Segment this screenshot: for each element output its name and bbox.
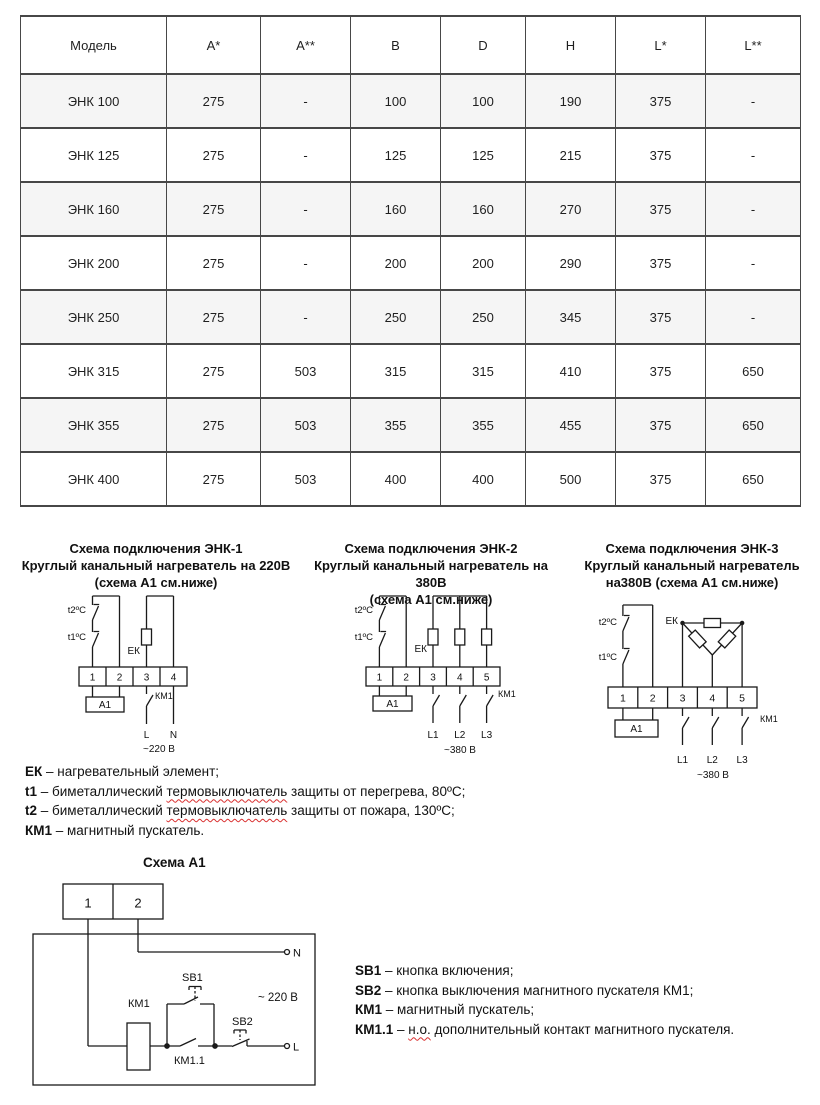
legend-key: t1	[25, 783, 38, 799]
l-label: L	[293, 1041, 300, 1054]
a1-label: А1	[386, 699, 399, 710]
table-cell: 345	[526, 290, 616, 344]
table-cell: -	[706, 128, 801, 182]
phase-l1-label: L1	[676, 755, 689, 766]
table-cell: 160	[441, 182, 526, 236]
table-cell: 250	[351, 290, 441, 344]
legend-text: – кнопка включения;	[381, 963, 514, 978]
junction-dot	[681, 621, 684, 624]
table-cell: ЭНК 200	[21, 236, 167, 290]
enk1-labels	[68, 605, 177, 755]
t2-label: t2ºС	[67, 605, 86, 616]
diagram3-title-line3: на380В (схема А1 см.ниже)	[605, 575, 779, 590]
legend-item-t1	[25, 782, 585, 802]
terminal-2: 2	[649, 692, 656, 705]
heater-element-symbol	[428, 629, 438, 645]
table-cell: 375	[616, 128, 706, 182]
km1-contact	[147, 686, 154, 724]
wiring-diagram-enk1	[30, 592, 270, 760]
table-cell: 160	[351, 182, 441, 236]
legend-key: ЕК	[25, 764, 43, 779]
table-cell: ЭНК 100	[21, 74, 167, 128]
voltage-label: ~ 220 В	[258, 992, 298, 1004]
t1-label: t1ºС	[67, 632, 86, 643]
table-cell: ЭНК 160	[21, 182, 167, 236]
phase-l3-label: L3	[736, 755, 748, 766]
junction-dot	[741, 621, 744, 624]
legend-text: – биметаллический	[37, 783, 167, 799]
diagram3-title-line2: Круглый канальный нагреватель	[584, 558, 800, 573]
table-cell: -	[261, 182, 351, 236]
table-header-cell: A*	[167, 16, 261, 74]
phase-l2-label: L2	[706, 755, 718, 766]
table-cell: 650	[706, 398, 801, 452]
legend-item-sb1	[355, 961, 810, 981]
legend-text: защиты от перегрева, 80ºС;	[287, 783, 466, 799]
km1-contact	[683, 708, 690, 745]
table-cell: 315	[441, 344, 526, 398]
table-cell: 375	[616, 344, 706, 398]
diagram1-title-line2: Круглый канальный нагреватель на 220В	[21, 558, 291, 573]
table-cell: 503	[261, 344, 351, 398]
sb1-branch	[167, 997, 214, 1046]
ek-label: ЕК	[127, 646, 140, 657]
terminal-5: 5	[483, 672, 490, 684]
km1-contact	[433, 686, 440, 723]
legend-key: t2	[25, 803, 38, 818]
table-cell: 275	[167, 74, 261, 128]
km1-label: КМ1	[498, 689, 516, 699]
table-cell: 650	[706, 452, 801, 506]
legend-item-km1	[25, 821, 585, 841]
table-cell: 410	[526, 344, 616, 398]
table-cell: ЭНК 400	[21, 452, 167, 506]
thermal-switch-t2	[623, 616, 630, 632]
table-cell: ЭНК 315	[21, 344, 167, 398]
a1-label: А1	[98, 700, 112, 711]
terminal-4: 4	[170, 672, 177, 684]
table-cell: 200	[351, 236, 441, 290]
phase-n-label: N	[169, 730, 178, 741]
table-cell: 275	[167, 236, 261, 290]
t1-label: t1ºС	[354, 632, 373, 643]
table-cell: 215	[526, 128, 616, 182]
legend-text: – биметаллический	[37, 803, 167, 818]
phase-l3-label: L3	[481, 730, 493, 741]
table-cell: -	[706, 236, 801, 290]
table-header-cell: L*	[616, 16, 706, 74]
legend-text: – нагревательный элемент;	[42, 764, 220, 779]
voltage-label: ~220 В	[143, 744, 175, 755]
sb2-label: SB2	[232, 1016, 253, 1028]
table-cell: 200	[441, 236, 526, 290]
km1-contact	[712, 708, 719, 745]
table-cell: -	[261, 236, 351, 290]
table-header-cell: L**	[706, 16, 801, 74]
diagram1-title-line3: (схема А1 см.ниже)	[94, 575, 218, 590]
phase-l1-label: L1	[427, 730, 439, 741]
thermal-switch-t2	[93, 605, 100, 621]
terminal-3: 3	[143, 672, 150, 684]
thermal-switch-t1	[623, 649, 630, 665]
table-cell: 190	[526, 74, 616, 128]
dimensions-table	[20, 15, 801, 507]
scheme-a1-legend	[355, 961, 810, 1039]
terminal-3: 3	[430, 672, 436, 684]
legend-item-t2	[25, 801, 585, 821]
enk3-labels	[599, 616, 778, 781]
ek-label: ЕК	[414, 644, 427, 655]
table-cell: -	[261, 74, 351, 128]
table-row	[21, 128, 801, 182]
a1-label: А1	[630, 724, 643, 735]
diagram3-title	[570, 540, 814, 591]
legend-text: –	[393, 1021, 409, 1037]
table-cell: 275	[167, 398, 261, 452]
table-cell: ЭНК 355	[21, 398, 167, 452]
table-cell: -	[706, 182, 801, 236]
thermal-switch-t2	[379, 605, 386, 621]
km1-contact	[487, 686, 494, 723]
km1-label: КМ1	[128, 998, 150, 1010]
enk1-wires	[79, 596, 187, 724]
table-cell: -	[261, 128, 351, 182]
legend-item-km11	[355, 1020, 810, 1040]
t1-label: t1ºС	[598, 652, 617, 663]
diagram3-title-line1: Схема подключения ЭНК-3	[605, 541, 779, 556]
table-cell: 290	[526, 236, 616, 290]
sb2-contact	[215, 1039, 285, 1047]
table-header-cell: A**	[261, 16, 351, 74]
table-cell: 375	[616, 398, 706, 452]
terminal-5: 5	[739, 692, 746, 705]
table-row	[21, 344, 801, 398]
table-cell: 100	[441, 74, 526, 128]
table-header-cell: H	[526, 16, 616, 74]
phase-l-label: L	[143, 730, 150, 741]
wiring-diagram-enk2	[310, 592, 560, 760]
legend-item-sb2	[355, 981, 810, 1001]
table-cell: -	[261, 290, 351, 344]
km11-contact	[167, 1039, 215, 1047]
legend-key: КМ1	[355, 1002, 382, 1017]
table-cell: 375	[616, 182, 706, 236]
table-row	[21, 74, 801, 128]
km1-label: КМ1	[760, 714, 778, 724]
table-cell: 275	[167, 128, 261, 182]
t2-label: t2ºС	[598, 617, 617, 628]
table-cell: 355	[441, 398, 526, 452]
table-row	[21, 398, 801, 452]
table-cell: 275	[167, 452, 261, 506]
table-cell: 503	[261, 398, 351, 452]
table-cell: 650	[706, 344, 801, 398]
heater-element-symbol	[142, 629, 152, 645]
sb1-label: SB1	[182, 972, 203, 984]
terminal-4: 4	[709, 692, 716, 705]
terminal-3: 3	[679, 692, 686, 705]
thermal-switch-t1	[379, 632, 386, 648]
terminal-1: 1	[376, 672, 383, 684]
terminal-1: 1	[84, 895, 92, 911]
diagram2-title-line2: Круглый канальный нагреватель на 380В	[314, 558, 548, 590]
table-cell: 455	[526, 398, 616, 452]
diagram1-title	[20, 540, 292, 591]
legend-text: защиты от пожара, 130ºС;	[287, 803, 455, 818]
table-cell: 400	[351, 452, 441, 506]
table-cell: 275	[167, 182, 261, 236]
km1-contact	[460, 686, 467, 723]
heater-element-symbol	[704, 619, 721, 628]
table-cell: 125	[351, 128, 441, 182]
legend-wavy-text: термовыключатель	[166, 783, 288, 799]
legend-text: – магнитный пускатель;	[382, 1002, 535, 1017]
table-cell: 250	[441, 290, 526, 344]
scheme-a1-title: Схема А1	[143, 855, 206, 870]
legend-key: КМ1	[25, 822, 52, 838]
legend-item-ek	[25, 762, 585, 782]
table-cell: 375	[616, 236, 706, 290]
table-cell: 100	[351, 74, 441, 128]
table-cell: 270	[526, 182, 616, 236]
wiring-diagram-enk3	[580, 602, 810, 790]
table-cell: 375	[616, 452, 706, 506]
terminal-2: 2	[403, 672, 409, 684]
a1-labels	[84, 896, 301, 1068]
legend-key: SB1	[355, 963, 382, 978]
phase-l2-label: L2	[454, 730, 466, 741]
diagram1-title-line1: Схема подключения ЭНК-1	[69, 541, 243, 556]
table-cell: -	[706, 290, 801, 344]
table-header-cell: Модель	[21, 16, 167, 74]
table-row	[21, 452, 801, 506]
table-cell: 400	[441, 452, 526, 506]
table-cell: 375	[616, 74, 706, 128]
table-row	[21, 236, 801, 290]
terminal-1: 1	[619, 692, 626, 705]
legend-text: – кнопка выключения магнитного пускателя КМ1;	[381, 982, 694, 998]
km1-label: КМ1	[155, 691, 173, 701]
table-cell: 503	[261, 452, 351, 506]
table-cell: 355	[351, 398, 441, 452]
table-cell: 275	[167, 344, 261, 398]
voltage-label: ~380 В	[697, 770, 729, 781]
thermal-switch-t1	[93, 632, 100, 648]
table-header-cell: D	[441, 16, 526, 74]
table-cell: 375	[616, 290, 706, 344]
terminal-2: 2	[116, 672, 123, 684]
ek-label: ЕК	[665, 616, 678, 627]
legend-key: КМ1.1	[355, 1021, 394, 1037]
legend-item-km1	[355, 1000, 810, 1020]
diagram2-title-line1: Схема подключения ЭНК-2	[344, 541, 518, 556]
legend-wavy-text: термовыключатель	[166, 803, 288, 818]
scheme-a1-diagram	[20, 880, 320, 1104]
t2-label: t2ºС	[354, 605, 373, 616]
component-legend	[25, 762, 585, 840]
legend-key: SB2	[355, 982, 382, 998]
km1-coil	[127, 1023, 150, 1070]
table-cell: 275	[167, 290, 261, 344]
heater-element-symbol	[482, 629, 492, 645]
table-cell: 125	[441, 128, 526, 182]
table-header-row	[21, 16, 801, 74]
terminal-2: 2	[134, 895, 142, 911]
table-row	[21, 290, 801, 344]
table-header-cell: B	[351, 16, 441, 74]
table-cell: ЭНК 125	[21, 128, 167, 182]
legend-text: – магнитный пускатель.	[52, 822, 205, 838]
km11-label: КМ1.1	[174, 1055, 205, 1067]
table-cell: ЭНК 250	[21, 290, 167, 344]
l-terminal-circle	[285, 1044, 290, 1049]
legend-wavy-text: н.о.	[408, 1021, 431, 1037]
table-cell: 500	[526, 452, 616, 506]
km1-contact	[742, 708, 749, 745]
diagram2-title-line3: (схема А1 см.ниже)	[369, 592, 493, 607]
terminal-4: 4	[457, 672, 463, 684]
voltage-label: ~380 В	[444, 745, 476, 756]
heater-element-symbol	[455, 629, 465, 645]
n-terminal-circle	[285, 950, 290, 955]
n-label: N	[293, 947, 301, 960]
terminal-1: 1	[89, 672, 96, 684]
table-cell: 315	[351, 344, 441, 398]
table-cell: -	[706, 74, 801, 128]
table-row	[21, 182, 801, 236]
legend-text: дополнительный контакт магнитного пускателя.	[430, 1021, 735, 1037]
